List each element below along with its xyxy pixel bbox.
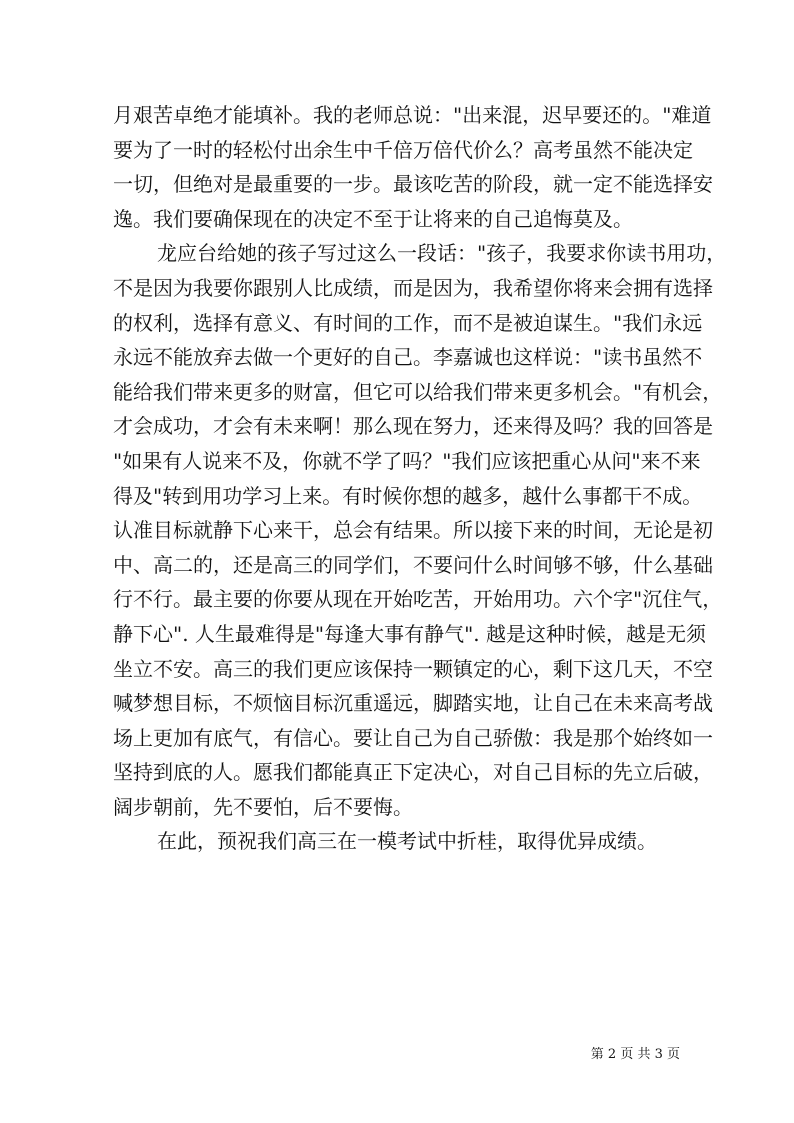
text-line: 行不行。最主要的你要从现在开始吃苦，开始用功。六个字"沉住气， xyxy=(113,587,723,612)
text-line: 月艰苦卓绝才能填补。我的老师总说："出来混，迟早要还的。"难道 xyxy=(113,103,712,127)
page-footer: 第 2 页 共 3 页 xyxy=(590,1047,680,1062)
text-line: 认准目标就静下心来干，总会有结果。所以接下来的时间，无论是初 xyxy=(113,518,713,543)
text-line: 逸。我们要确保现在的决定不至于让将来的自己追悔莫及。 xyxy=(113,206,633,231)
text-line: 才会成功，才会有未来啊！那么现在努力，还来得及吗？我的回答是 xyxy=(113,414,713,439)
text-line: 中、高二的，还是高三的同学们，不要问什么时间够不够，什么基础 xyxy=(113,552,713,577)
text-line: 能给我们带来更多的财富，但它可以给我们带来更多机会。"有机会， xyxy=(113,379,723,404)
text-line: 得及"转到用功学习上来。有时候你想的越多，越什么事都干不成。 xyxy=(113,483,703,508)
text-line: 不是因为我要你跟别人比成绩，而是因为，我希望你将来会拥有选择 xyxy=(113,275,713,300)
text-line: 永远不能放弃去做一个更好的自己。李嘉诚也这样说："读书虽然不 xyxy=(113,345,703,370)
text-line: 龙应台给她的孩子写过这么一段话："孩子，我要求你读书用功， xyxy=(157,241,727,266)
paragraph xyxy=(113,98,713,236)
text-line: 静下心". 人生最难得是"每逢大事有静气". 越是这种时候，越是无须 xyxy=(113,621,707,646)
text-line: 一切，但绝对是最重要的一步。最该吃苦的阶段，就一定不能选择安 xyxy=(113,172,713,197)
paragraph xyxy=(113,236,727,824)
text-line: 阔步朝前，先不要怕，后不要悔。 xyxy=(113,794,413,819)
text-line: 要为了一时的轻松付出余生中千倍万倍代价么？高考虽然不能决定 xyxy=(113,137,693,162)
text-line: 场上更加有底气，有信心。要让自己为自己骄傲：我是那个始终如一 xyxy=(113,725,713,750)
text-line: 坚持到底的人。愿我们都能真正下定决心，对自己目标的先立后破， xyxy=(113,760,713,785)
text-line: 坐立不安。高三的我们更应该保持一颗镇定的心，剩下这几天，不空 xyxy=(113,656,713,681)
text-line: 的权利，选择有意义、有时间的工作，而不是被迫谋生。"我们永远 xyxy=(113,310,703,335)
text-line: "如果有人说来不及，你就不学了吗？"我们应该把重心从问"来不来 xyxy=(113,448,701,473)
text-line: 喊梦想目标，不烦恼目标沉重遥远，脚踏实地，让自己在未来高考战 xyxy=(113,691,713,716)
document-body xyxy=(113,98,727,859)
text-line: 在此，预祝我们高三在一模考试中折桂，取得优异成绩。 xyxy=(157,829,657,854)
paragraph xyxy=(113,824,685,859)
